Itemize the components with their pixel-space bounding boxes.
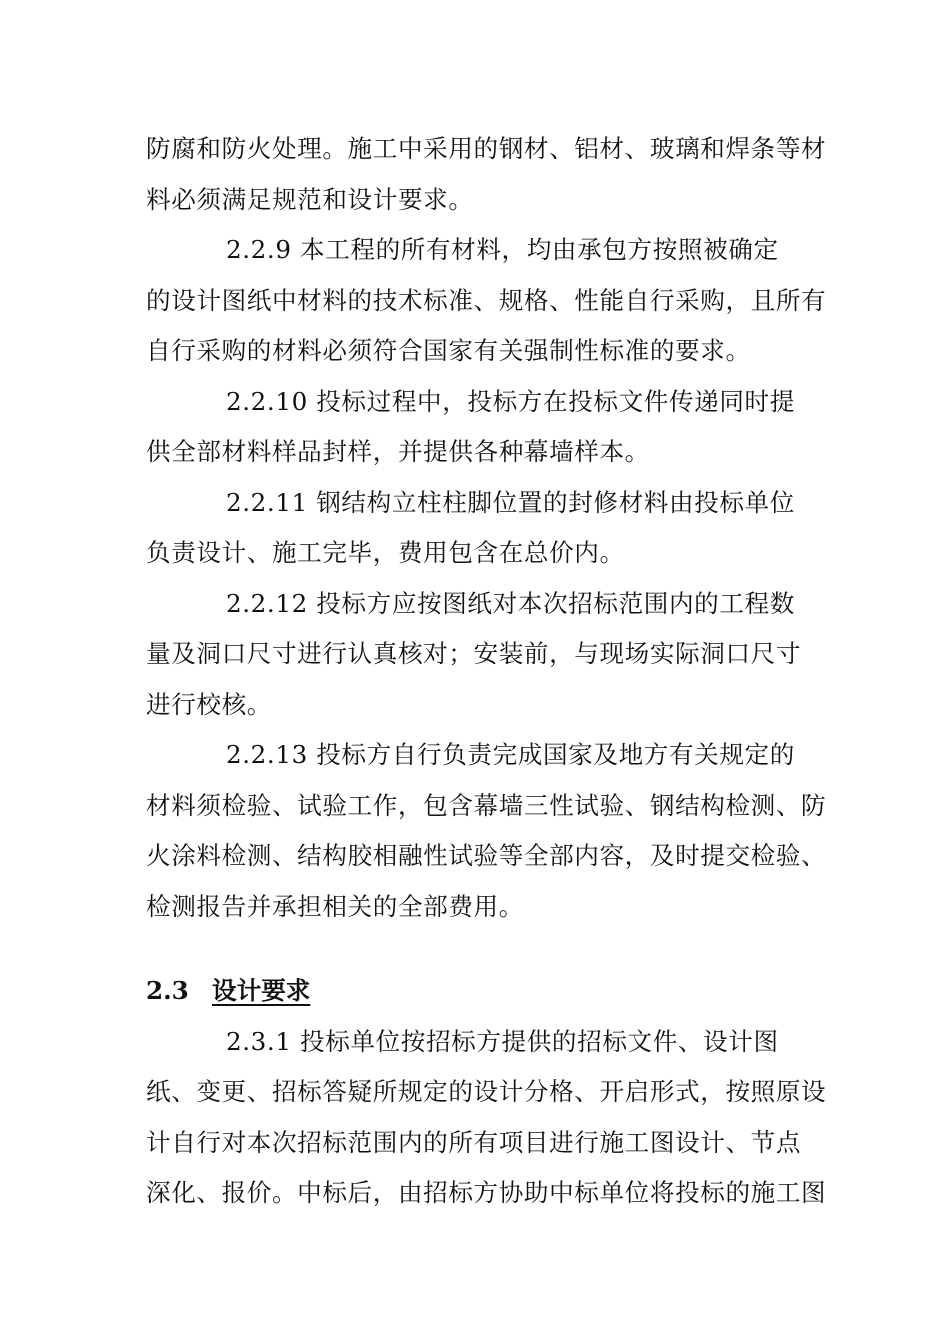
clause-2-2-12 — [146, 579, 808, 731]
document-page — [146, 124, 827, 1219]
text-line: 深化、报价。中标后，由招标方协助中标单位将投标的施工图 — [146, 1178, 827, 1207]
text-line: 进行校核。 — [146, 689, 272, 719]
text-line: 2.2.11 钢结构立柱柱脚位置的封修材料由投标单位 — [226, 487, 795, 517]
text-line: 检测报告并承担相关的全部费用。 — [146, 891, 524, 921]
clause-2-2-11 — [146, 478, 808, 579]
text-line: 材料须检验、试验工作，包含幕墙三性试验、钢结构检测、防 — [146, 790, 827, 820]
text-line: 负责设计、施工完毕，费用包含在总价内。 — [146, 538, 625, 567]
paragraph-continued — [146, 124, 827, 225]
text-line: 供全部材料样品封样，并提供各种幕墙样本。 — [146, 437, 650, 466]
clause-2-2-13 — [146, 730, 827, 932]
text-line: 纸、变更、招标答疑所规定的设计分格、开启形式，按照原设 — [146, 1077, 827, 1106]
text-line: 防腐和防火处理。施工中采用的钢材、铝材、玻璃和焊条等材 — [146, 134, 827, 163]
section-number: 2.3 — [146, 976, 189, 1005]
text-line: 2.2.12 投标方应按图纸对本次招标范围内的工程数 — [226, 588, 795, 618]
text-line: 量及洞口尺寸进行认真核对；安装前，与现场实际洞口尺寸 — [146, 639, 802, 668]
text-line: 2.2.9 本工程的所有材料，均由承包方按照被确定 — [226, 235, 779, 264]
text-line: 2.3.1 投标单位按招标方提供的招标文件、设计图 — [226, 1026, 779, 1056]
clause-2-2-10 — [146, 377, 808, 478]
section-spacer — [146, 932, 808, 966]
text-line: 料必须满足规范和设计要求。 — [146, 184, 474, 214]
text-line: 火涂料检测、结构胶相融性试验等全部内容，及时提交检验、 — [146, 841, 827, 870]
section-heading — [146, 966, 808, 1017]
clause-2-3-1 — [146, 1017, 827, 1219]
text-line: 的设计图纸中材料的技术标准、规格、性能自行采购，且所有 — [146, 285, 827, 315]
text-line: 自行采购的材料必须符合国家有关强制性标准的要求。 — [146, 336, 751, 365]
text-line: 2.2.10 投标过程中，投标方在投标文件传递同时提 — [226, 386, 795, 416]
text-line: 2.2.13 投标方自行负责完成国家及地方有关规定的 — [226, 740, 795, 769]
clause-2-2-9 — [146, 225, 827, 377]
section-title: 设计要求 — [212, 976, 311, 1005]
text-line: 计自行对本次招标范围内的所有项目进行施工图设计、节点 — [146, 1127, 802, 1157]
